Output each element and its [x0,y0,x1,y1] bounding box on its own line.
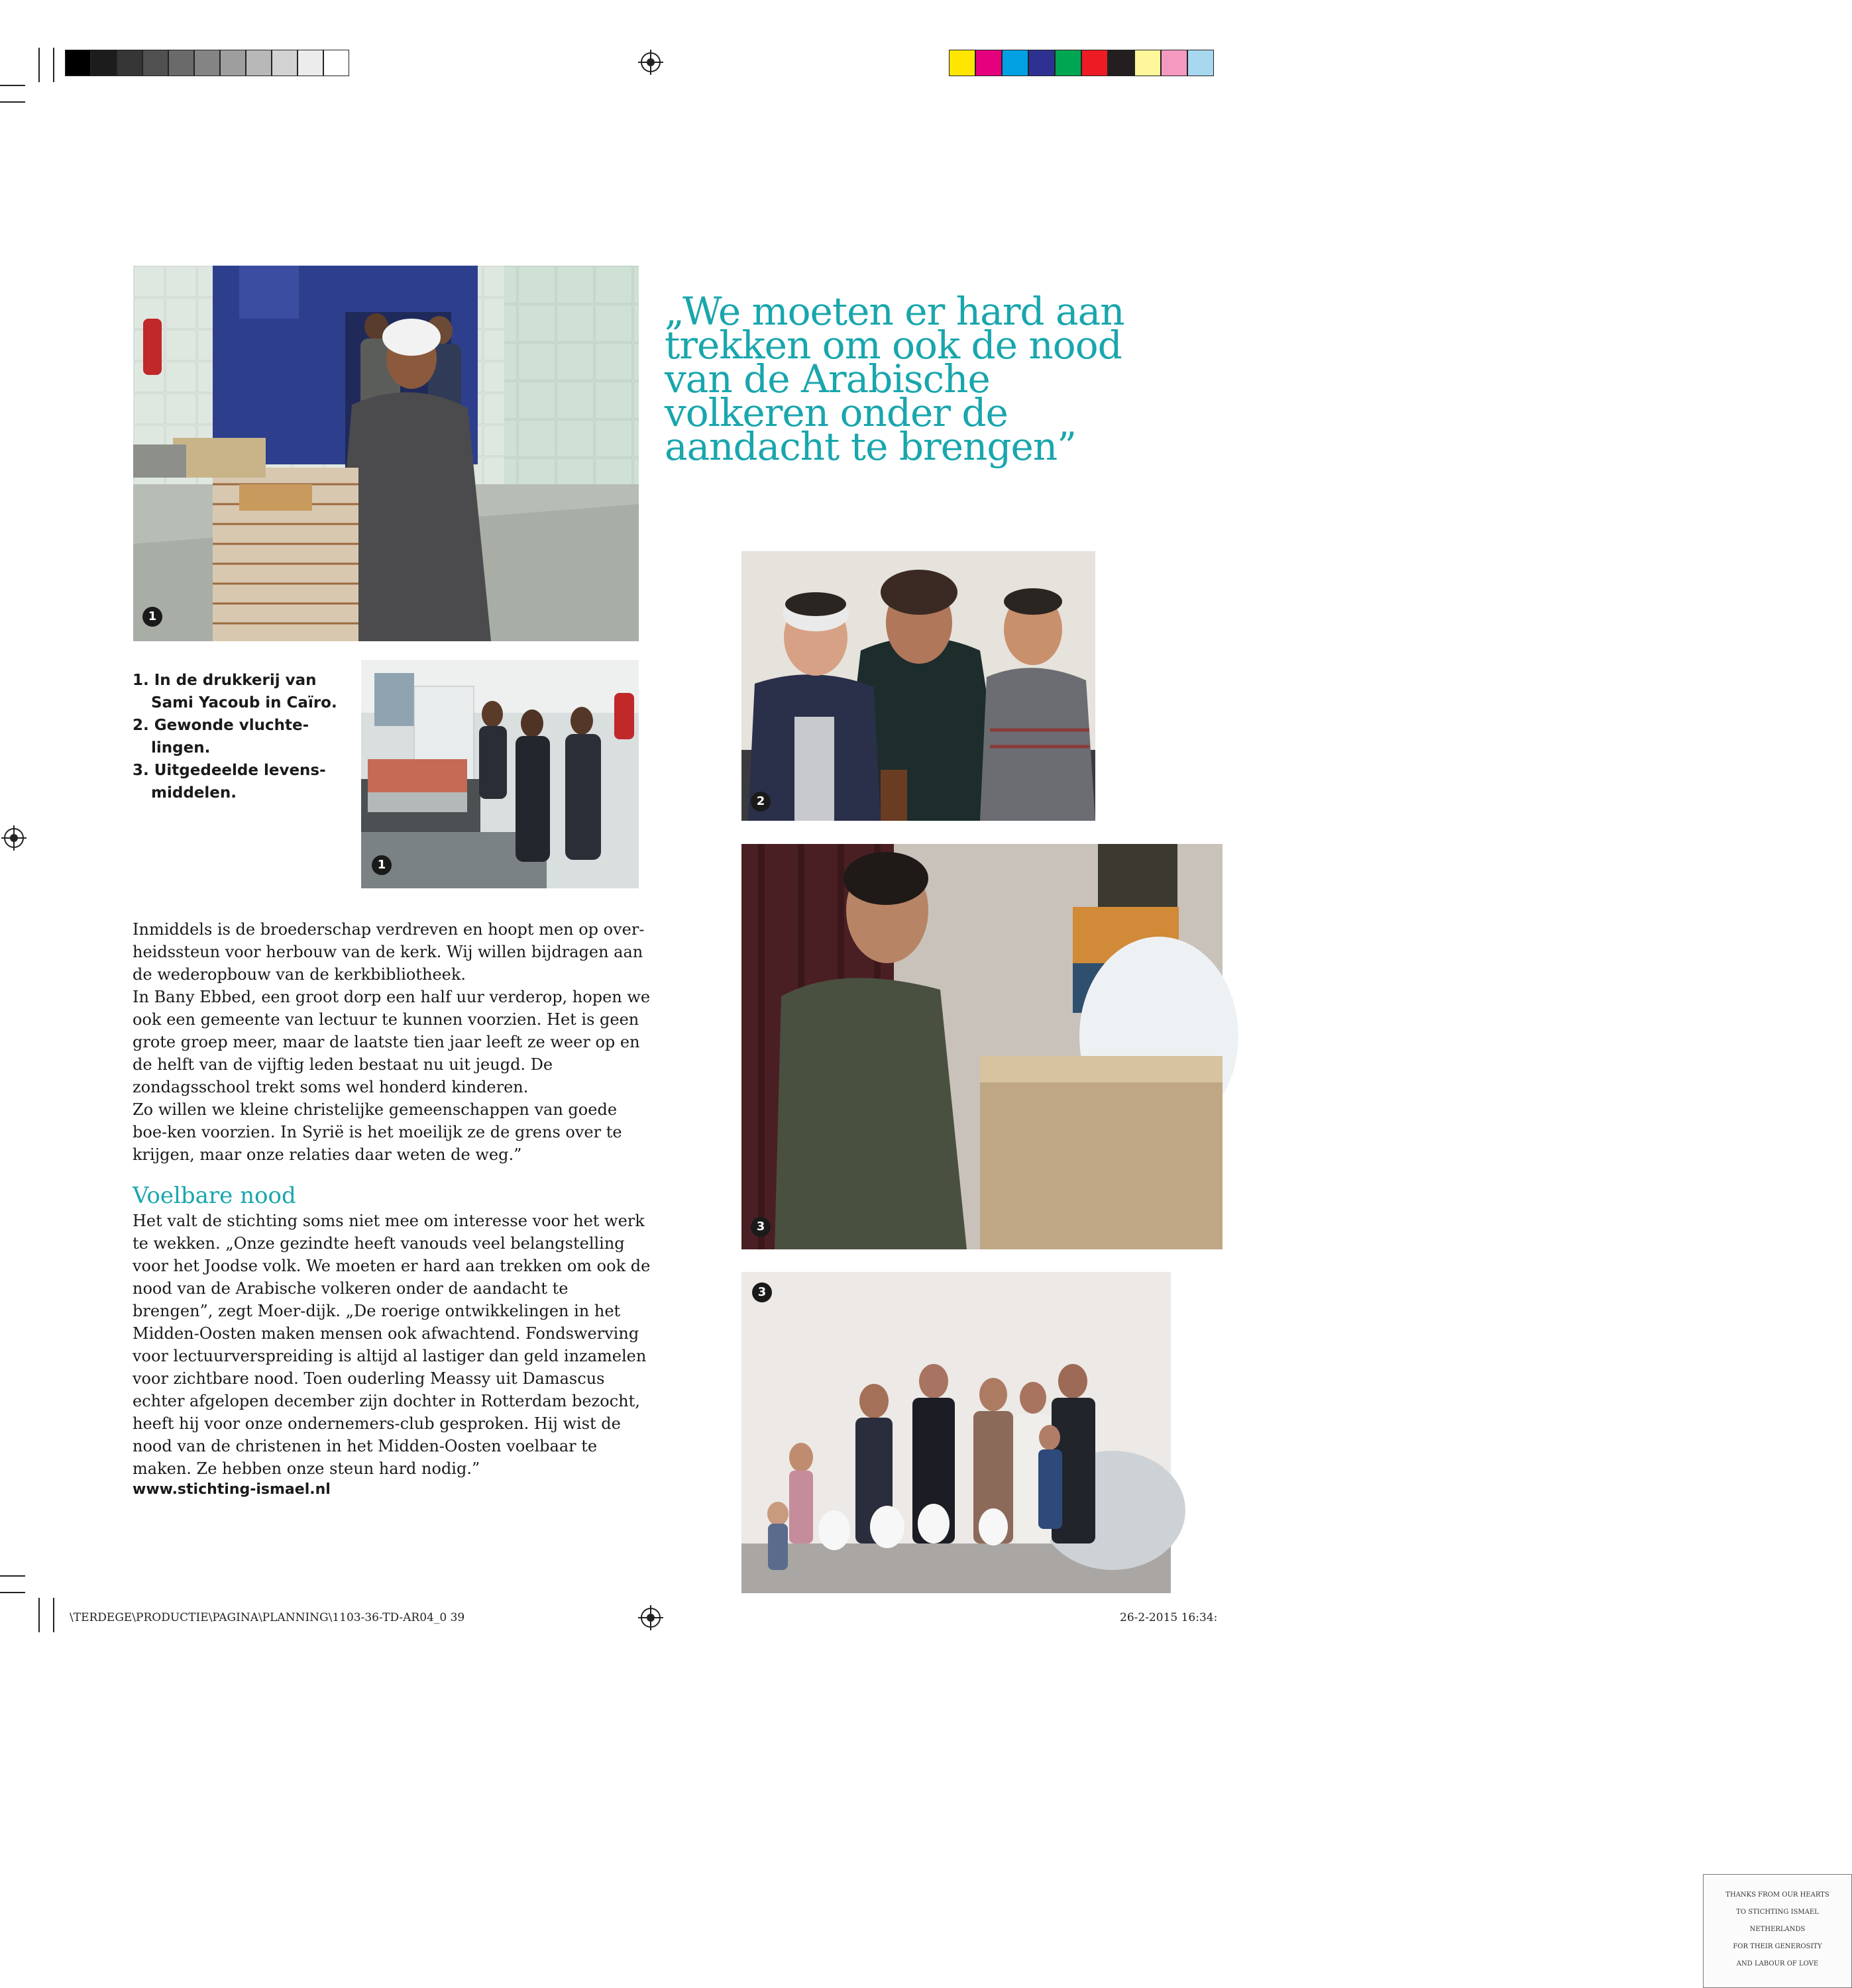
body-paragraph: In Bany Ebbed, een groot dorp een half uur verderop, hopen we ook een gemeente van lectuur te kunnen voorzien. Het is geen grote groep meer, maar de laatste tien jaar leeft ze weer op en de helft van de vijftig leden bestaat nu uit jeugd. De zondagsschool trekt soms wel honderd kinderen. [133,988,651,1096]
caption-item: 1. In de drukkerij van Sami Yacoub in Caïro. [133,672,337,711]
photo-wounded-refugees [741,551,1095,821]
section-subheading: Voelbare nood [133,1182,296,1209]
body-paragraph: Zo willen we kleine christelijke gemeenschappen van goede boe-ken voorzien. In Syrië is het moeilijk ze de grens over te krijgen, maar onze relaties daar weten de weg.” [133,1100,622,1164]
control-swatch [194,50,220,76]
photo-badge-1: 1 [142,607,162,627]
crop-mark-bottom-left-v1 [38,1598,40,1632]
photo-food-aid-young-man-image [741,844,1223,1249]
control-swatch [298,50,323,76]
photo-printing-house [133,266,639,641]
caption-item: 3. Uitgedeelde levens-middelen. [133,762,326,802]
control-swatch [91,50,117,76]
registration-mark-bottom [641,1608,661,1628]
control-swatch [1028,50,1055,76]
registration-mark-top [641,52,661,72]
control-swatch [1002,50,1028,76]
control-swatch [220,50,246,76]
crop-mark-bottom-left-h2 [0,1592,25,1593]
caption-item: 2. Gewonde vluchte-lingen. [133,717,309,757]
slug-date: 26-2-2015 16:34: [1120,1611,1218,1624]
photo-badge-3b: 3 [752,1282,772,1302]
sign-line: TO STICHTING ISMAEL [1736,1909,1819,1916]
photo-family-food-parcels [741,1272,1171,1593]
sign-line: FOR THEIR GENEROSITY [1733,1943,1822,1950]
photo-family-food-parcels-image [741,1272,1171,1593]
photo-wounded-refugees-image [741,551,1095,821]
slug-file-path: \TERDEGE\PRODUCTIE\PAGINA\PLANNING\1103-36-TD-AR04_0 39 [70,1611,465,1624]
control-swatch [1187,50,1214,76]
photo-badge-3: 3 [751,1217,771,1237]
control-swatch [949,50,975,76]
photo-badge-2: 2 [751,792,771,811]
photo-badge-1b: 1 [372,855,392,875]
registration-mark-left [4,828,24,848]
website-link[interactable]: www.stichting-ismael.nl [133,1481,331,1498]
control-swatch [1108,50,1134,76]
crop-mark-top-left-h2 [0,101,25,103]
control-swatch [1161,50,1187,76]
body-paragraph: Het valt de stichting soms niet mee om interesse voor het werk te wekken. „Onze gezindte heeft vanouds veel belangstelling voor het Joodse volk. We moeten er hard aan trekken om ook de nood van de Arabische volkeren onder de aandacht te brengen”, zegt Moer-dijk. „De roerige ontwikkelingen in het Midden-Oosten maken mensen ook afwachtend. Fondswerving voor lectuurverspreiding is altijd al lastiger dan geld inzamelen voor zichtbare nood. Toen ouderling Meassy uit Damascus echter afgelopen december zijn dochter in Rotterdam bezocht, heeft hij voor onze ondernemers-club gesproken. Hij wist de nood van de christenen in het Midden-Oosten voelbaar te maken. Ze hebben onze steun hard nodig.” [133,1212,651,1478]
control-swatch [272,50,298,76]
control-swatch [1134,50,1161,76]
control-swatch [117,50,142,76]
photo-press-workers-image [361,660,639,888]
control-swatch [246,50,272,76]
body-paragraph: Inmiddels is de broederschap verdreven en hoopt men op over-heidssteun voor herbouw van de kerk. Wij willen bijdragen aan de wederopbouw van de kerkbibliotheek. [133,920,645,984]
section-body [133,1210,653,1480]
sign-line: THANKS FROM OUR HEARTS [1725,1891,1829,1899]
crop-mark-bottom-left-h1 [0,1575,25,1577]
photo-captions [133,669,358,804]
control-swatch [1055,50,1081,76]
photo-printing-house-image [133,266,639,641]
control-swatch [975,50,1002,76]
control-swatch [1081,50,1108,76]
photo-press-workers [361,660,639,888]
article-body [133,918,653,1166]
crop-mark-top-left-v1 [38,48,40,82]
control-swatch [142,50,168,76]
control-swatch [168,50,194,76]
crop-mark-top-left-h1 [0,85,25,86]
crop-mark-top-left-v2 [53,48,54,82]
food-aid-thank-you-sign [1703,1874,1852,1988]
control-swatch [65,50,91,76]
crop-mark-bottom-left-v2 [53,1598,54,1632]
sign-line: AND LABOUR OF LOVE [1736,1960,1819,1967]
sign-line: NETHERLANDS [1749,1926,1806,1933]
pull-quote: „We moeten er hard aan trekken om ook de nood van de Arabische volkeren onder de aandacht te brengen” [665,289,1124,469]
control-swatch [323,50,349,76]
